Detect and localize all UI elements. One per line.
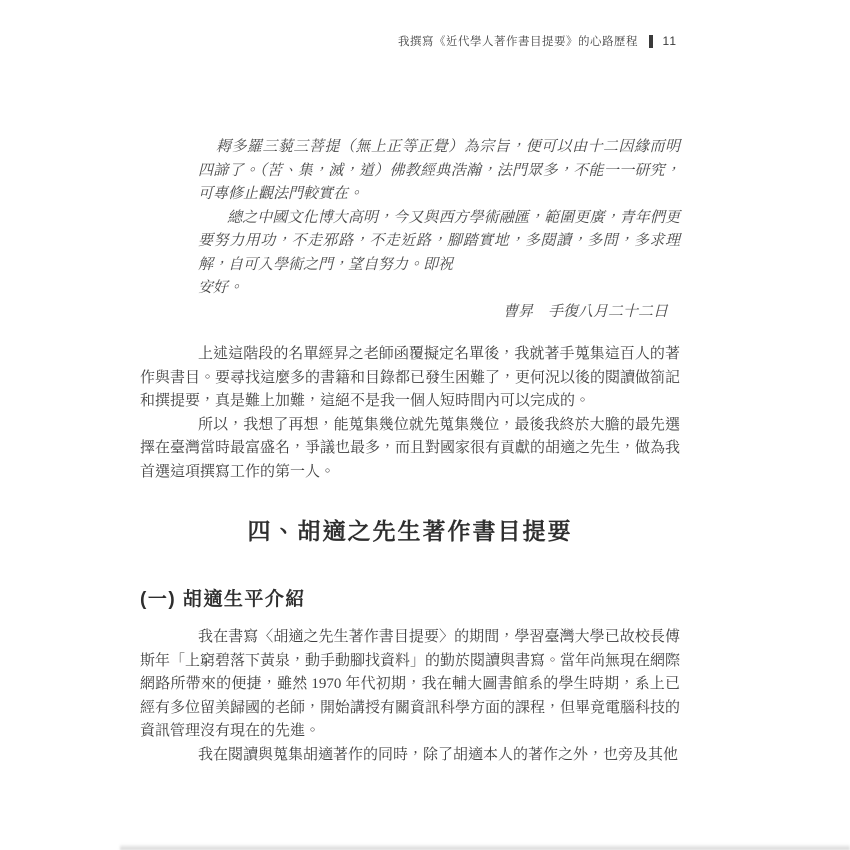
body-paragraph-1: 上述這階段的名單經昇之老師函覆擬定名單後，我就著手蒐集這百人的著作與書目。要尋找這麼多的書籍和目錄都已發生困難了，更何況以後的閱讀做箚記和撰提要，真是難上加難，這絕不是我一個人短時間內可以完成的。 xyxy=(140,346,681,409)
page-number: 11 xyxy=(662,34,677,48)
letter-signature: 曹昇 手復八月二十二日 xyxy=(502,303,668,320)
quoted-letter-block xyxy=(198,136,680,324)
letter-closing: 安好。 xyxy=(198,280,244,296)
text-column xyxy=(140,0,680,767)
body-paragraph-4: 我在閱讀與蒐集胡適著作的同時，除了胡適本人的著作之外，也旁及其他 xyxy=(198,746,679,763)
subsection-heading: (一) 胡適生平介紹 xyxy=(140,589,306,610)
running-header-title: 我撰寫《近代學人著作書目提要》的心路歷程 xyxy=(398,36,639,48)
letter-paragraph-2: 總之中國文化博大高明，今又與西方學術融匯，範圍更廣，青年們更要努力用功，不走邪路，不走近路，腳踏實地，多閱讀，多問，多求理解，自可入學術之門，望自努力。即祝 xyxy=(198,209,680,273)
section-heading: 四、胡適之先生著作書目提要 xyxy=(247,518,573,544)
body-paragraph-2: 所以，我想了再想，能蒐集幾位就先蒐集幾位，最後我終於大膽的最先選擇在臺灣當時最富盛名，爭議也最多，而且對國家很有貢獻的胡適之先生，做為我首選這項撰寫工作的第一人。 xyxy=(140,416,681,480)
body-paragraph-3: 我在書寫〈胡適之先生著作書目提要〉的期間，學習臺灣大學已故校長傅斯年「上窮碧落下黃泉，動手動腳找資料」的勤於閱讀與書寫。當年尚無現在網際網路所帶來的便捷，雖然 1970 年代初期，我在輔大圖書館系的學生時期，系上已經有多位留美歸國的老師，開始講授有關資訊科學方面的課程，但畢竟電腦科技的資訊管理沒有現在的先進。 xyxy=(140,629,681,739)
letter-paragraph-1: 耨多羅三藐三菩提（無上正等正覺）為宗旨，便可以由十二因緣而明四諦了。（苦、集，滅，道）佛教經典浩瀚，法門眾多，不能一一研究，可專修止觀法門較實在。 xyxy=(198,139,680,202)
